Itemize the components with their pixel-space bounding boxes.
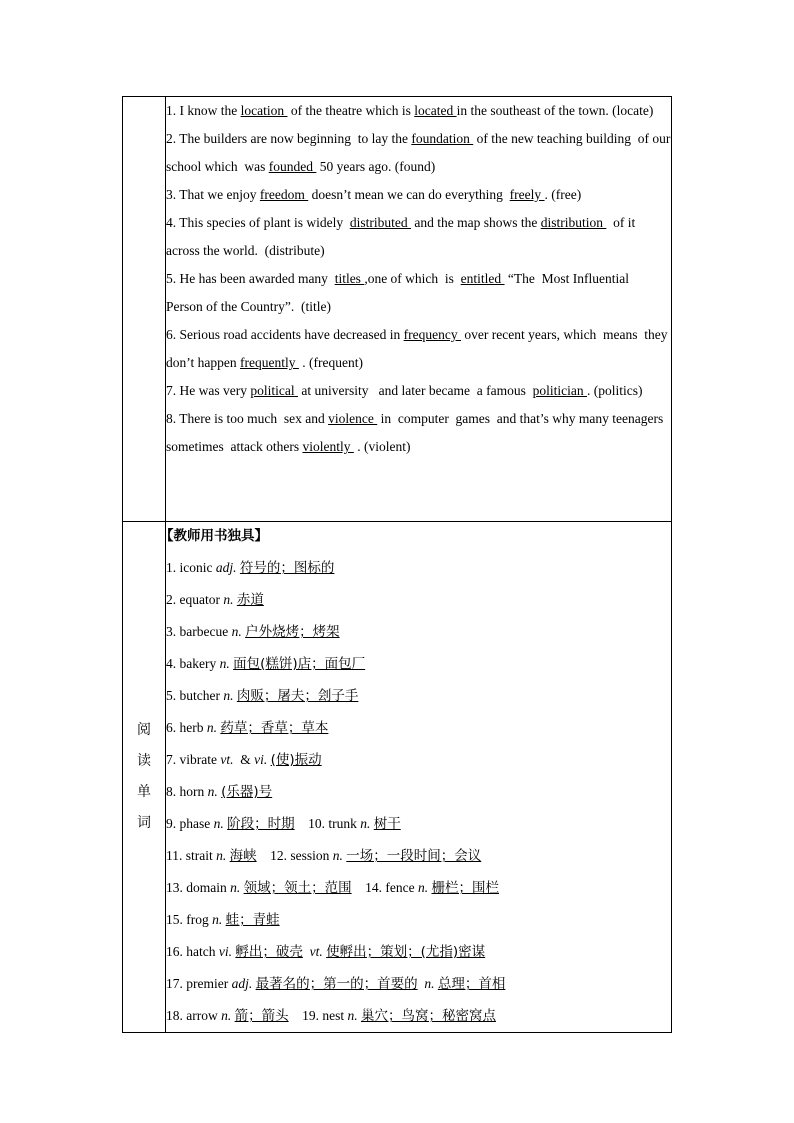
vocab-word: 2. equator [166, 592, 224, 607]
exercise-item [166, 209, 671, 265]
exercise-cell [166, 97, 672, 522]
exercise-text: 2. The builders are now beginning to lay the [166, 131, 412, 146]
vocab-item [166, 872, 671, 904]
answer-blank: violence [328, 411, 378, 426]
chinese-meaning: 最著名的；第一的；首要的 [255, 976, 418, 992]
answer-blank: violently [302, 439, 354, 454]
part-of-speech: n. [221, 1008, 232, 1023]
exercise-text: of the theatre which is [287, 103, 415, 118]
part-of-speech: vt. [220, 752, 234, 767]
chinese-meaning: 阶段；时期 [227, 816, 295, 832]
part-of-speech: n. [223, 688, 234, 703]
side-label-char: 单 [137, 784, 151, 800]
exercise-text: doesn’t mean we can do everything [308, 187, 510, 202]
part-of-speech: adj. [231, 976, 253, 991]
vocab-word: 3. barbecue [166, 624, 232, 639]
vocab-word: 11. strait [166, 848, 217, 863]
vocab-word: 13. domain [166, 880, 231, 895]
chinese-meaning: 树干 [373, 816, 401, 832]
chinese-meaning: 户外烧烤；烤架 [245, 624, 340, 640]
exercise-text: 1. I know the [166, 103, 241, 118]
vocab-word: 14. fence [351, 880, 418, 895]
chinese-meaning: 海峡 [229, 848, 257, 864]
chinese-meaning: (使)振动 [270, 752, 322, 768]
exercise-text: and the map shows the [410, 215, 541, 230]
chinese-meaning: 使孵出；策划；(尤指)密谋 [326, 944, 486, 960]
vocab-item [166, 904, 671, 936]
part-of-speech: vt. [309, 944, 323, 959]
vocab-word: 17. premier [166, 976, 232, 991]
vocab-item [166, 808, 671, 840]
vocab-word: 15. frog [166, 912, 213, 927]
exercise-item [166, 265, 671, 321]
chinese-meaning: 一场；一段时间；会议 [346, 848, 482, 864]
vocab-word: 6. herb [166, 720, 207, 735]
exercise-text: . (politics) [587, 383, 643, 398]
exercise-text: “The Most Influential Person of the Country”. (title) [166, 271, 640, 314]
part-of-speech: n. [360, 816, 371, 831]
answer-blank: titles [334, 271, 365, 286]
chinese-meaning: 蛙；青蛙 [225, 912, 280, 928]
answer-blank: politician [532, 383, 588, 398]
chinese-meaning: 总理；首相 [437, 976, 506, 992]
exercise-item [166, 181, 671, 209]
answer-blank: frequency [403, 327, 461, 342]
answer-blank: distributed [349, 215, 411, 230]
chinese-meaning: 药草；香草；草本 [220, 720, 329, 736]
vocab-word: 12. session [256, 848, 333, 863]
vocab-word: 8. horn [166, 784, 208, 799]
exercise-item [166, 97, 671, 125]
chinese-meaning: 栅栏；围栏 [431, 880, 499, 896]
side-label [123, 522, 165, 1032]
vocab-item [166, 680, 671, 712]
part-of-speech: n. [213, 816, 224, 831]
exercise-text: over recent years, which means they don’t happen [166, 327, 671, 370]
side-label-cell [123, 522, 166, 1033]
vocab-item [166, 776, 671, 808]
chinese-meaning: 孵出；破壳 [235, 944, 303, 960]
vocab-word: 19. nest [288, 1008, 348, 1023]
vocab-word: 18. arrow [166, 1008, 222, 1023]
part-of-speech: adj. [215, 560, 237, 575]
vocab-word [303, 944, 310, 959]
answer-blank: freedom [259, 187, 309, 202]
part-of-speech: vi. [254, 752, 268, 767]
answer-blank: location [240, 103, 288, 118]
vocab-word: 9. phase [166, 816, 214, 831]
part-of-speech: n. [223, 592, 234, 607]
answer-blank: political [250, 383, 298, 398]
part-of-speech: n. [219, 656, 230, 671]
exercise-text: . (frequent) [298, 355, 363, 370]
answer-blank: foundation [411, 131, 474, 146]
exercise-text: at university and later became a famous [297, 383, 533, 398]
part-of-speech: vi. [218, 944, 232, 959]
answer-blank: entitled [460, 271, 505, 286]
chinese-meaning: 赤道 [236, 592, 264, 608]
chinese-meaning: 肉贩；屠夫；刽子手 [236, 688, 359, 704]
exercise-text: 3. That we enjoy [166, 187, 260, 202]
exercise-text: in the southeast of the town. (locate) [456, 103, 654, 118]
exercise-text: . (violent) [353, 439, 411, 454]
vocab-word: 7. vibrate [166, 752, 221, 767]
exercise-text: 4. This species of plant is widely [166, 215, 350, 230]
part-of-speech: n. [212, 912, 223, 927]
vocab-item [166, 712, 671, 744]
part-of-speech: n. [207, 784, 218, 799]
exercise-item [166, 125, 674, 181]
vocab-item [166, 552, 671, 584]
vocab-word: 10. trunk [294, 816, 361, 831]
answer-blank: located [414, 103, 457, 118]
part-of-speech: n. [424, 976, 435, 991]
exercise-list [166, 97, 674, 461]
answer-blank: distribution [540, 215, 607, 230]
answer-blank: frequently [240, 355, 299, 370]
vocab-item [166, 584, 671, 616]
vocab-item [166, 936, 671, 968]
exercise-text: 7. He was very [166, 383, 251, 398]
exercise-item [166, 321, 671, 377]
exercise-text: of the new teaching building of our school which was [166, 131, 674, 174]
exercise-text: of it across the world. (distribute) [166, 215, 639, 258]
chinese-meaning: 巢穴；鸟窝；秘密窝点 [360, 1008, 496, 1024]
part-of-speech: n. [230, 880, 241, 895]
vocab-word: 16. hatch [166, 944, 219, 959]
exercise-text: 50 years ago. (found) [316, 159, 436, 174]
chinese-meaning: (乐器)号 [221, 784, 273, 800]
part-of-speech: n. [231, 624, 242, 639]
part-of-speech: n. [216, 848, 227, 863]
vocab-item [166, 840, 671, 872]
part-of-speech: n. [417, 880, 429, 895]
vocab-header: 【教师用书独具】 [160, 528, 268, 544]
vocab-word: 4. bakery [166, 656, 220, 671]
vocab-item [166, 1000, 671, 1032]
vocab-word: & [236, 752, 255, 767]
answer-blank: founded [268, 159, 317, 174]
exercise-text: 5. He has been awarded many [166, 271, 335, 286]
exercise-item [166, 405, 671, 461]
vocab-item [166, 648, 671, 680]
worksheet-table [122, 96, 672, 1033]
side-label-char: 词 [137, 815, 151, 831]
exercise-text: ,one of which is [364, 271, 461, 286]
vocab-item [166, 968, 671, 1000]
part-of-speech: n. [332, 848, 343, 863]
vocab-list [166, 552, 671, 1032]
vocab-item [166, 744, 671, 776]
exercise-item [166, 377, 671, 405]
answer-blank: freely [509, 187, 545, 202]
exercise-text: in computer games and that’s why many teenagers sometimes attack others [166, 411, 670, 454]
vocab-cell [160, 522, 672, 1033]
empty-side-cell [123, 97, 166, 522]
exercise-row [123, 97, 672, 522]
exercise-text: 6. Serious road accidents have decreased in [166, 327, 404, 342]
vocab-item [166, 616, 671, 648]
vocab-row [123, 522, 672, 1033]
chinese-meaning: 领域；领土；范围 [243, 880, 352, 896]
exercise-text: 8. There is too much sex and [166, 411, 329, 426]
side-label-char: 阅 [137, 722, 151, 738]
chinese-meaning: 面包(糕饼)店；面包厂 [233, 656, 366, 672]
side-label-char: 读 [137, 753, 151, 769]
part-of-speech: n. [206, 720, 217, 735]
chinese-meaning: 箭；箭头 [234, 1008, 289, 1024]
part-of-speech: n. [347, 1008, 358, 1023]
chinese-meaning: 符号的；图标的 [239, 560, 335, 576]
vocab-word: 5. butcher [166, 688, 224, 703]
exercise-text: . (free) [544, 187, 582, 202]
vocab-word: 1. iconic [166, 560, 216, 575]
